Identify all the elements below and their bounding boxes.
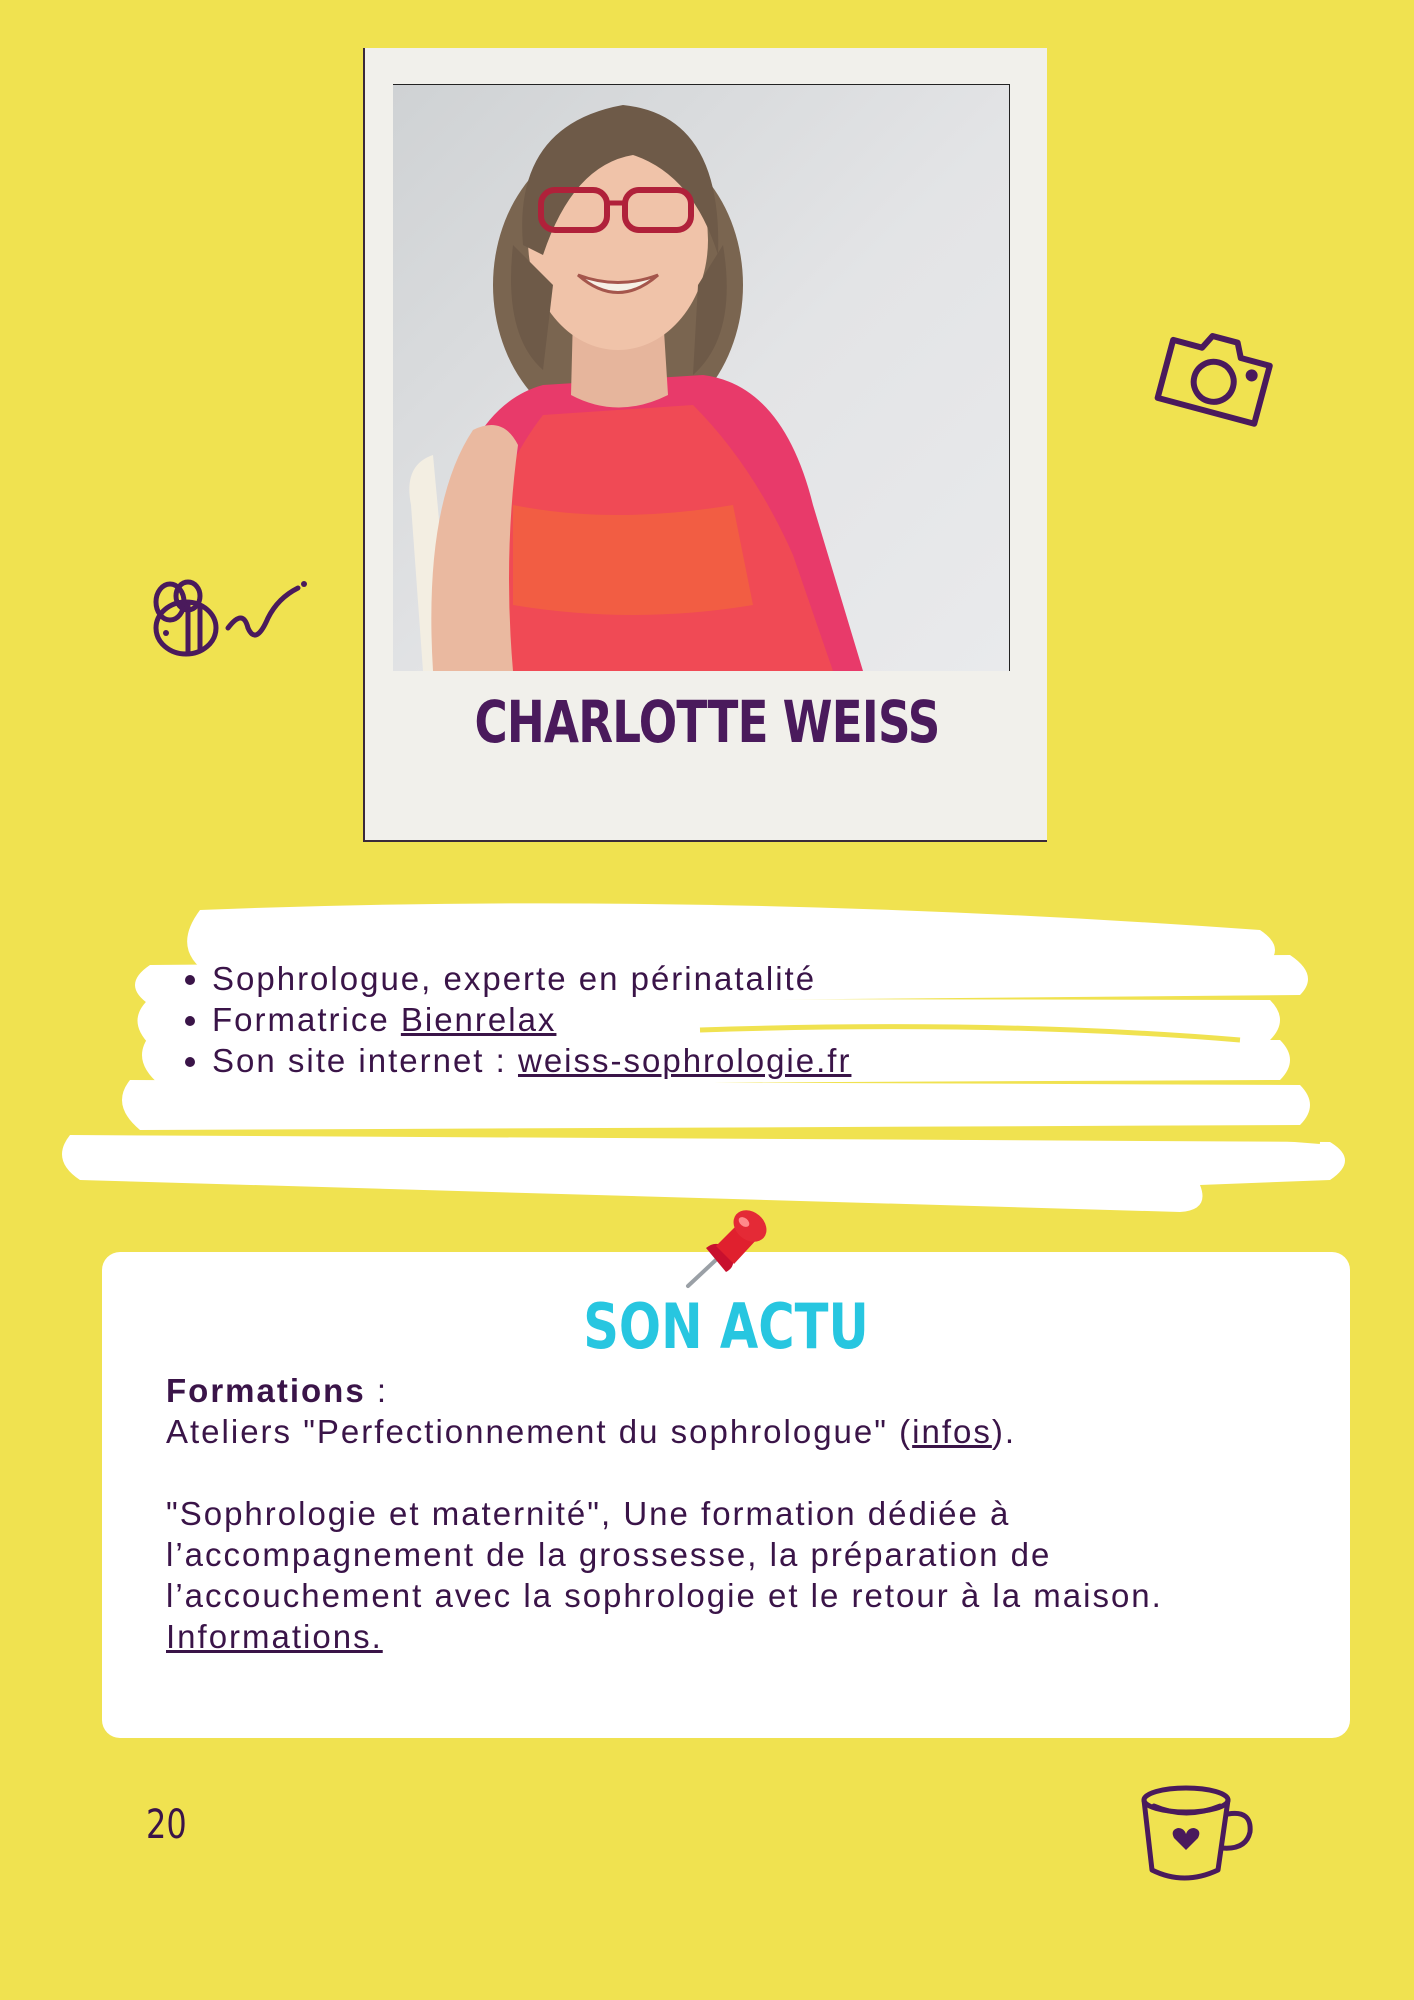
website-link[interactable]: weiss-sophrologie.fr — [517, 1042, 852, 1079]
list-item: • Sophrologue, experte en périnatalité — [212, 958, 851, 999]
list-item: • Son site internet : weiss-sophrologie.fr — [212, 1040, 851, 1081]
actu-body — [166, 1370, 1296, 1657]
profile-photo — [393, 84, 1010, 671]
mug-icon — [1134, 1780, 1258, 1891]
infos-link[interactable]: infos — [912, 1413, 992, 1450]
ateliers-text: Ateliers "Perfectionnement du sophrologue" (infos). — [166, 1413, 1017, 1450]
profile-name: CHARLOTTE WEISS — [474, 688, 940, 756]
page-number: 20 — [146, 1802, 187, 1848]
bienrelax-link[interactable]: Bienrelax — [400, 1001, 557, 1038]
camera-icon — [1150, 322, 1280, 437]
formations-heading: Formations : — [166, 1372, 389, 1409]
bee-icon — [148, 578, 308, 667]
info-list — [150, 958, 851, 1081]
pushpin-icon — [678, 1208, 778, 1297]
polaroid-card — [363, 48, 1047, 842]
list-item: • Formatrice Bienrelax — [212, 999, 851, 1040]
informations-link[interactable]: Informations. — [166, 1618, 383, 1655]
maternite-text: "Sophrologie et maternité", Une formation dédiée à l’accompagnement de la grossesse, la préparation de l’accouchement avec la sophrologie et le retour à la maison. — [166, 1495, 1163, 1614]
actu-title: SON ACTU — [583, 1290, 869, 1363]
